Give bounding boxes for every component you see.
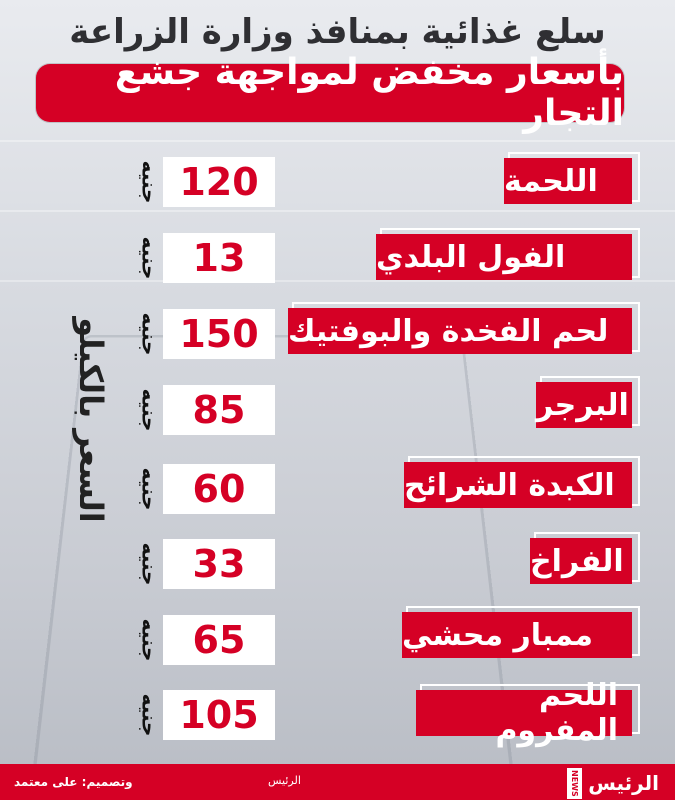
watermark-logo: الرئيس [268, 774, 301, 787]
currency-unit: جنيه [137, 618, 161, 662]
price-value: 105 [163, 690, 275, 740]
list-item [0, 454, 675, 518]
item-name: الفراخ [530, 538, 632, 584]
price-per-kilo-label: السعر بالكيلو [72, 317, 110, 523]
currency-unit: جنيه [137, 160, 161, 204]
item-name: لحم الفخدة والبوفتيك [288, 308, 632, 354]
item-name: البرجر [536, 382, 632, 428]
price-value: 120 [163, 157, 275, 207]
currency-unit: جنيه [137, 312, 161, 356]
list-item [0, 374, 675, 438]
list-item [0, 530, 675, 594]
list-item [0, 300, 675, 364]
background-stripe [0, 140, 675, 142]
currency-unit: جنيه [137, 693, 161, 737]
currency-unit: جنيه [137, 467, 161, 511]
price-value: 33 [163, 539, 275, 589]
brand-logo [567, 768, 659, 799]
price-value: 60 [163, 464, 275, 514]
news-badge: NEWS [567, 768, 582, 799]
price-value: 150 [163, 309, 275, 359]
item-name: الكبدة الشرائح [404, 462, 632, 508]
banner-title: بأسعار مخفض لمواجهة جشع التجار [114, 52, 624, 134]
price-value: 85 [163, 385, 275, 435]
logo-text: الرئيس [588, 771, 659, 796]
price-value: 13 [163, 233, 275, 283]
designer-credit: وتصميم: على معتمد [14, 775, 133, 789]
list-item [0, 150, 675, 214]
currency-unit: جنيه [137, 236, 161, 280]
list-item [0, 678, 675, 748]
currency-unit: جنيه [137, 542, 161, 586]
item-name: اللحم المفروم [416, 690, 632, 736]
title-banner [36, 52, 624, 134]
list-item [0, 604, 675, 668]
currency-unit: جنيه [137, 388, 161, 432]
item-name: ممبار محشي [402, 612, 632, 658]
price-value: 65 [163, 615, 275, 665]
item-name: اللحمة [504, 158, 632, 204]
item-name: الفول البلدي [376, 234, 632, 280]
page-title: سلع غذائية بمنافذ وزارة الزراعة [69, 12, 606, 52]
list-item [0, 226, 675, 290]
